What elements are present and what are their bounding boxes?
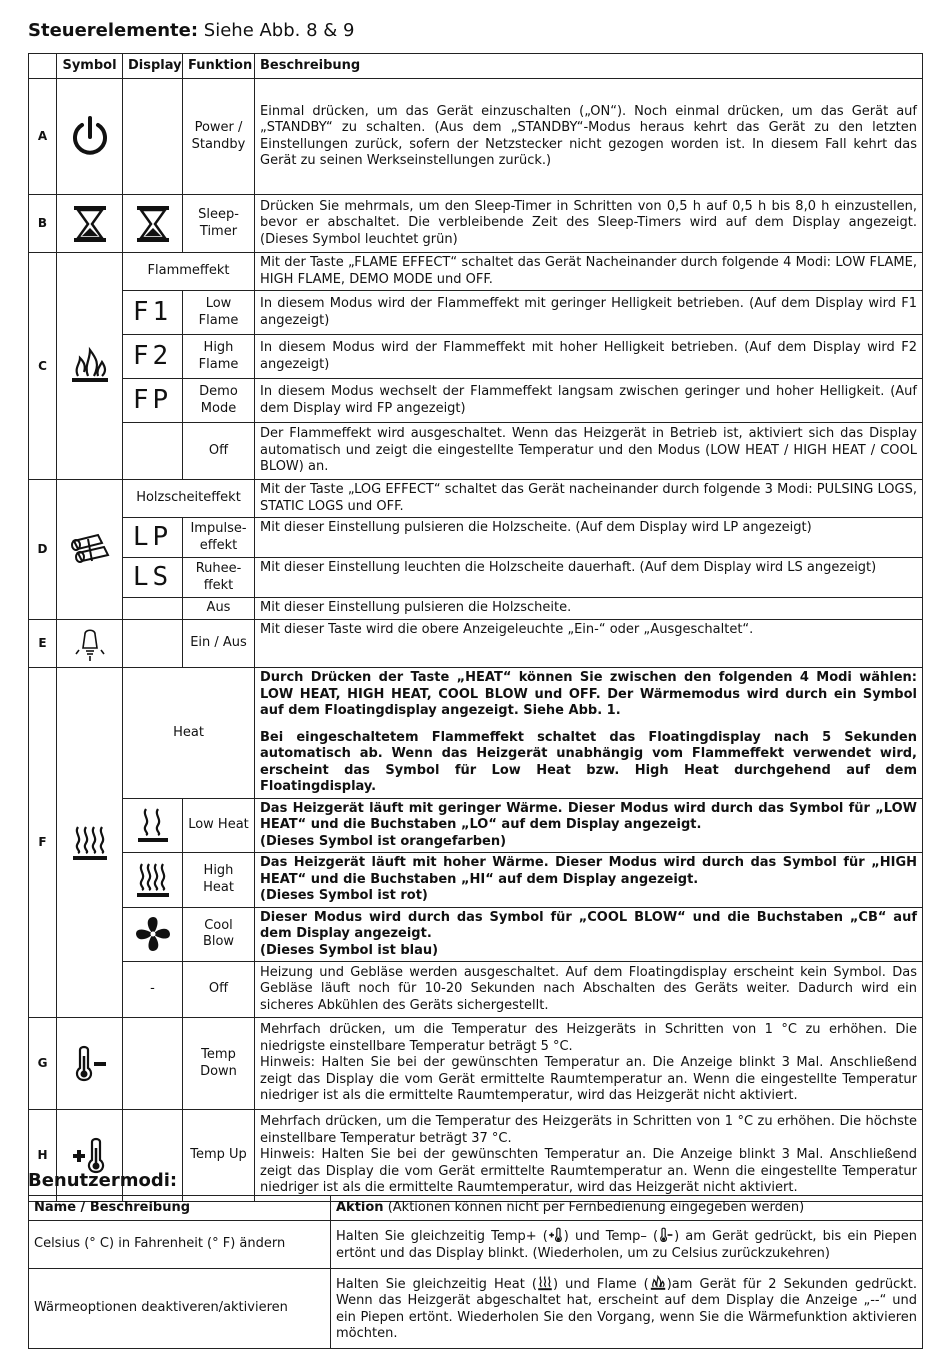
table-row: High Heat Das Heizgerät läuft mit hoher Wärme. Dieser Modus wird durch das Symbol für „HIGH HEAT“ und die Buchstaben „HI“ auf dem Display angezeigt. (Dieses Symbol ist rot) [29,853,923,908]
heat-icon [57,668,123,1018]
high-heat-icon [123,853,183,908]
controls-table [28,53,923,1202]
temp-down-icon [658,1227,674,1243]
table-row: A Power / Standby Einmal drücken, um das Gerät einzuschalten („ON“). Noch einmal drücken, um das Gerät auf „STANDBY“ zu schalten. (Aus dem „STANDBY“-Modus heraus kehrt das Gerät zu den letzten Einstellungen zurück, sofern der Netzstecker nicht gezogen worden ist. In diesem Fall kehrt das Gerät zu seinen Werkseinstellungen zurück.) [29,79,923,195]
table-row: F1 Low Flame In diesem Modus wird der Flammeffekt mit geringer Helligkeit betrieben. (Auf dem Display wird F1 angezeigt) [29,291,923,335]
table-row: LS Ruhee-ffekt Mit dieser Einstellung leuchten die Holzscheite dauerhaft. (Auf dem Display wird LS angezeigt) [29,558,923,598]
col-beschreibung: Beschreibung [255,54,923,79]
lcd-f2: F2 [132,341,173,372]
user-modes-title: Benutzermodi: [28,1170,178,1191]
table-row: Celsius (° C) in Fahrenheit (° F) ändern Halten Sie gleichzeitig Temp+ ( ) und Temp– ( ) am Gerät gedrückt, bis ein Piepen ertönt und das Display blinkt. (Wiederholen, um zu Celsius zurückzukehren) [29,1221,923,1269]
hourglass-display-icon [123,195,183,253]
table-row: D Holzscheiteffekt Mit der Taste „LOG EFFECT“ schaltet das Gerät nacheinander durch folgende 3 Modi: PULSING LOGS, STATIC LOGS und OFF. [29,480,923,518]
table-row: Wärmeoptionen deaktiveren/aktivieren Halten Sie gleichzeitig Heat ( ) und Flame ( )am Gerät für 2 Sekunden gedrückt. Wenn das Heizgerät abgeschaltet hat, erscheint auf dem Display die Anzeige „--“ und ein Piepen ertönt. Wiederholen Sie den Vorgang, wenn Sie die Wärmefunktion aktivieren möchten. [29,1269,923,1349]
temp-down-icon [57,1018,123,1110]
col-name: Name / Beschreibung [29,1196,331,1221]
table-header-row [29,54,923,79]
table-row: FP Demo Mode In diesem Modus wechselt der Flammeffekt langsam zwischen geringer und hoher Helligkeit. (Auf dem Display wird FP angezeigt) [29,379,923,423]
power-icon [57,79,123,195]
table-row: H Temp Up Mehrfach drücken, um die Temperatur des Heizgeräts in Schritten von 1 °C zu erhöhen. Die höchste einstellbare Temperatur beträgt 37 °C. Hinweis: Halten Sie bei der gewünschten Temperatur an. Die Anzeige blinkt 3 Mal. Anschließend zeigt das Display die vom Gerät ermittelte Raumtemperatur an. Wenn die eingestellte Temperatur niedriger ist als die ermittelte Raumtemperatur, wird das Heizgerät nicht aktiviert. [29,1110,923,1202]
flame-icon [57,253,123,480]
hourglass-icon [57,195,123,253]
fan-icon [123,907,183,962]
flame-icon [649,1275,667,1291]
page-title: Steuerelemente: Siehe Abb. 8 & 9 [28,20,355,41]
table-row: Cool Blow Dieser Modus wird durch das Symbol für „COOL BLOW“ und die Buchstaben „CB“ auf dem Display angezeigt. (Dieses Symbol ist blau) [29,907,923,962]
lcd-lp: LP [132,522,173,553]
col-symbol: Symbol [57,54,123,79]
col-funktion: Funktion [183,54,255,79]
table-row: B Sleep-Timer Drücken Sie mehrmals, um den Sleep-Timer in Schritten von 0,5 h auf 0,5 h bis 8,0 h einzustellen, bevor er abschaltet. Die verbleibende Zeit des Sleep-Timers wird auf dem Display angezeigt. (Dieses Symbol leuchtet grün) [29,195,923,253]
heat-icon [537,1275,553,1291]
user-modes-table [28,1195,923,1349]
table-row: - Off Heizung und Gebläse werden ausgeschaltet. Auf dem Floatingdisplay erscheint kein Symbol. Das Gebläse läuft noch für 10-20 Sekunden nach Abschalten des Geräts weiter. Dadurch wird ein sicheres Abkühlen des Geräts sichergestellt. [29,962,923,1018]
table-row: F Heat Durch Drücken der Taste „HEAT“ können Sie zwischen den folgenden 4 Modi wählen: LOW HEAT, HIGH HEAT, COOL BLOW und OFF. Der Wärmemodus wird durch ein Symbol auf dem Floatingdisplay angezeigt. Siehe Abb. 1. Bei eingeschaltetem Flammeffekt schaltet das Floatingdisplay nach 5 Sekunden automatisch ab. Wenn das Heizgerät unabhängig vom Flammeffekt verwendet wird, erscheint das Symbol für Low Heat bzw. High Heat durchgehend auf dem Floatingdisplay. [29,668,923,799]
col-action: Aktion (Aktionen können nicht per Fernbedienung eingegeben werden) [331,1196,923,1221]
table-header-row [29,1196,923,1221]
table-row: F2 High Flame In diesem Modus wird der Flammeffekt mit hoher Helligkeit betrieben. (Auf dem Display wird F2 angezeigt) [29,335,923,379]
table-row: LP Impulse-effekt Mit dieser Einstellung pulsieren die Holzscheite. (Auf dem Display wird LP angezeigt) [29,518,923,558]
table-row: G Temp Down Mehrfach drücken, um die Temperatur des Heizgeräts in Schritten von 1 °C zu erhöhen. Die niedrigste einstellbare Temperatur beträgt 5 °C. Hinweis: Halten Sie bei der gewünschten Temperatur an. Die Anzeige blinkt 3 Mal. Anschließend zeigt das Display die vom Gerät ermittelte Raumtemperatur an. Wenn die eingestellte Temperatur niedriger ist als die ermittelte Raumtemperatur, wird das Heizgerät nicht aktiviert. [29,1018,923,1110]
lcd-fp: FP [132,385,173,416]
table-row: Low Heat Das Heizgerät läuft mit geringer Wärme. Dieser Modus wird durch das Symbol für „LOW HEAT“ und die Buchstaben „LO“ auf dem Display angezeigt. (Dieses Symbol ist orangefarben) [29,798,923,853]
table-row: Aus Mit dieser Einstellung pulsieren die Holzscheite. [29,598,923,620]
lcd-ls: LS [132,562,173,593]
table-row: Off Der Flammeffekt wird ausgeschaltet. Wenn das Heizgerät in Betrieb ist, aktiviert sich das Display automatisch und zeigt die eingestellte Temperatur und den Modus (LOW HEAT / HIGH HEAT / COOL BLOW) an. [29,423,923,480]
temp-up-icon [548,1227,564,1243]
table-row: E Ein / Aus Mit dieser Taste wird die obere Anzeigeleuchte „Ein-“ oder „Ausgeschaltet“. [29,620,923,668]
lamp-icon [57,620,123,668]
logs-icon [57,480,123,620]
low-heat-icon [123,798,183,853]
table-row: C Flammeffekt Mit der Taste „FLAME EFFECT“ schaltet das Gerät Nacheinander durch folgende 4 Modi: LOW FLAME, HIGH FLAME, DEMO MODE und OFF. [29,253,923,291]
col-display: Display [123,54,183,79]
lcd-f1: F1 [132,297,173,328]
